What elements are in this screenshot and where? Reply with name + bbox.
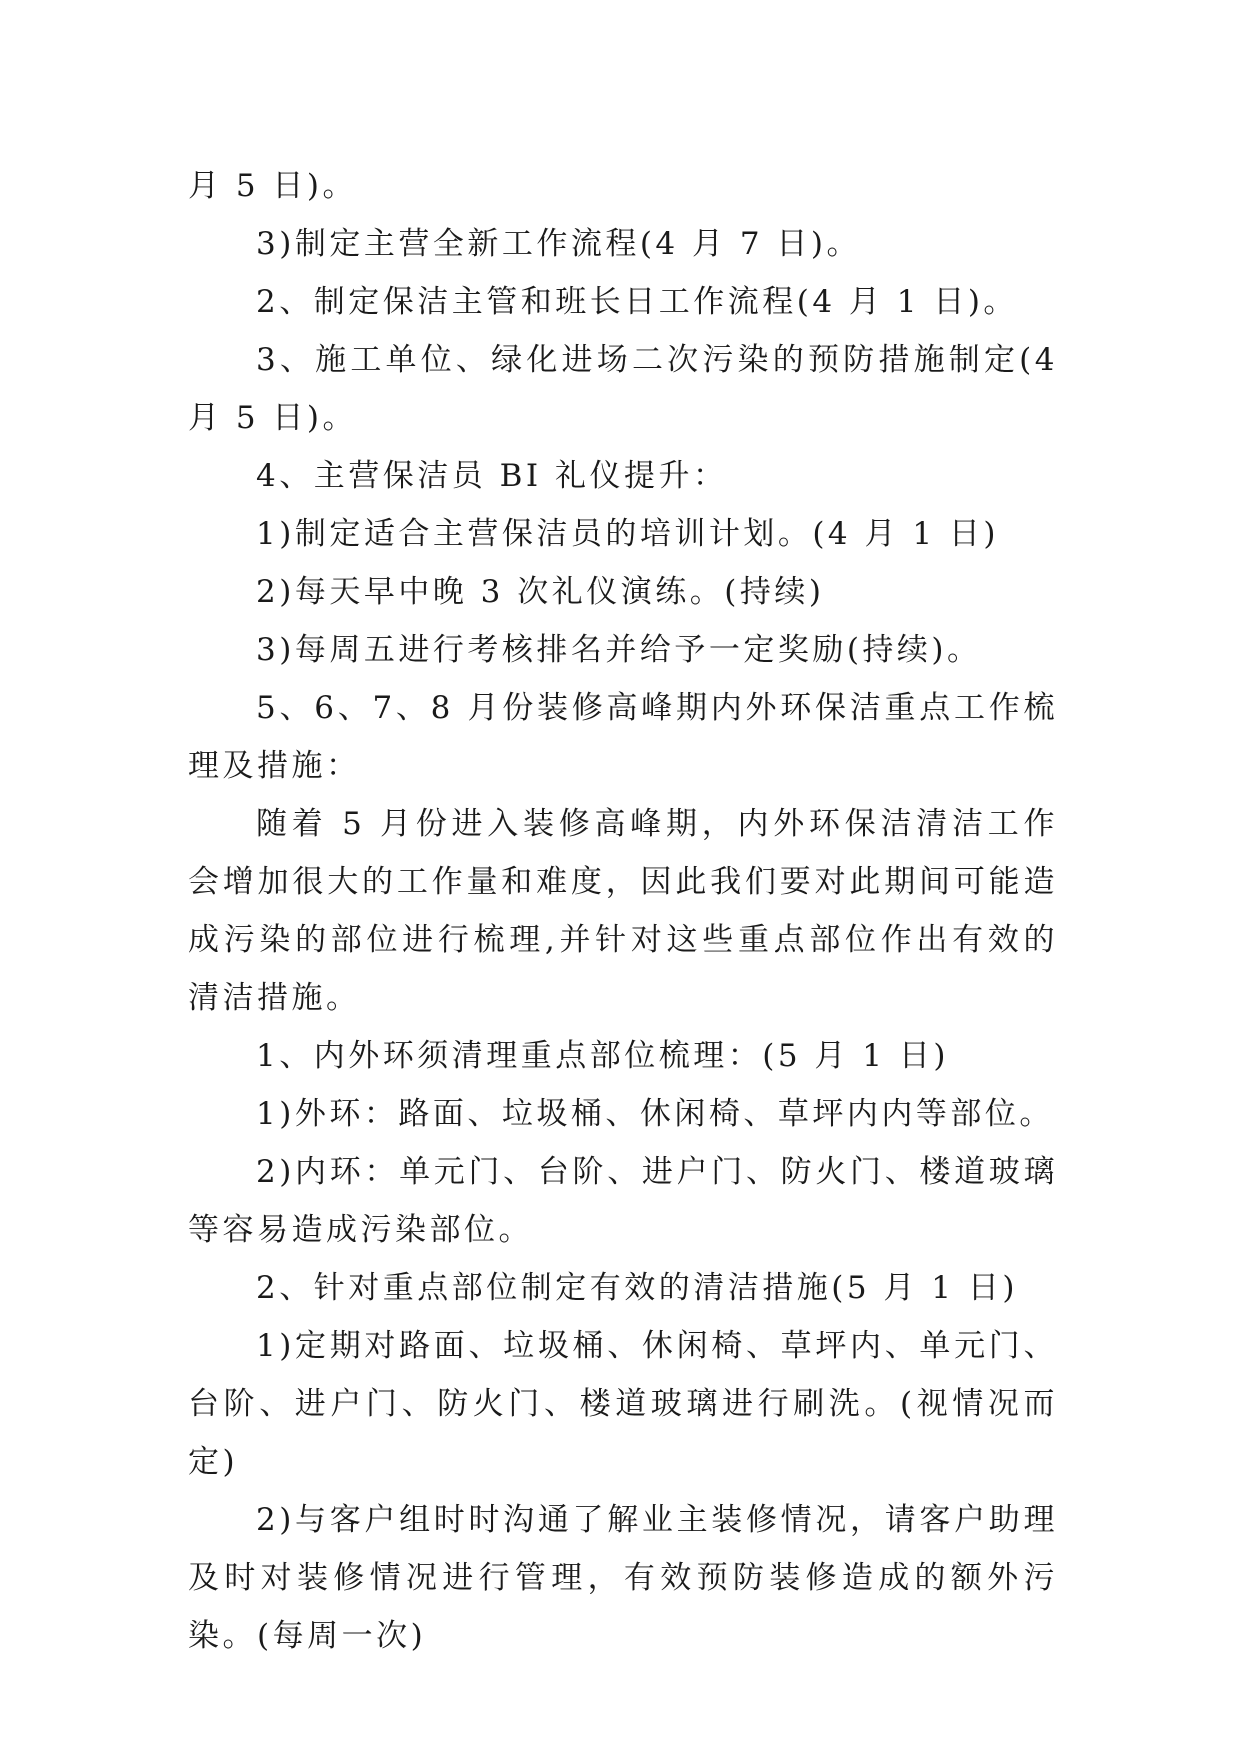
paragraph-12: 2)内环：单元门、台阶、进户门、防火门、楼道玻璃等容易造成污染部位。: [188, 1154, 1058, 1248]
paragraph-4: 4、主营保洁员 BI 礼仪提升：: [256, 458, 728, 494]
paragraph-11: 1)外环：路面、垃圾桶、休闲椅、草坪内内等部位。: [256, 1096, 1054, 1132]
paragraph-0: 月 5 日)。: [188, 168, 358, 204]
paragraph-3: 3、施工单位、绿化进场二次污染的预防措施制定(4 月 5 日)。: [188, 342, 1058, 436]
paragraph-2: 2、制定保洁主管和班长日工作流程(4 月 1 日)。: [256, 284, 1018, 320]
paragraph-8: 5、6、7、8 月份装修高峰期内外环保洁重点工作梳理及措施：: [188, 690, 1058, 784]
document-body: [188, 157, 1058, 1665]
paragraph-7: 3)每周五进行考核排名并给予一定奖励(持续)。: [256, 632, 982, 668]
paragraph-15: 2)与客户组时时沟通了解业主装修情况，请客户助理及时对装修情况进行管理，有效预防装修造成的额外污染。(每周一次): [188, 1502, 1058, 1654]
paragraph-9: 随着 5 月份进入装修高峰期，内外环保洁清洁工作会增加很大的工作量和难度，因此我们要对此期间可能造成污染的部位进行梳理,并针对这些重点部位作出有效的清洁措施。: [188, 806, 1058, 1016]
paragraph-10: 1、内外环须清理重点部位梳理：(5 月 1 日): [256, 1038, 949, 1074]
paragraph-13: 2、针对重点部位制定有效的清洁措施(5 月 1 日): [256, 1270, 1018, 1306]
paragraph-1: 3)制定主营全新工作流程(4 月 7 日)。: [256, 226, 862, 262]
paragraph-5: 1)制定适合主营保洁员的培训计划。(4 月 1 日): [256, 516, 1000, 552]
paragraph-14: 1)定期对路面、垃圾桶、休闲椅、草坪内、单元门、台阶、进户门、防火门、楼道玻璃进行刷洗。(视情况而定): [188, 1328, 1058, 1480]
paragraph-6: 2)每天早中晚 3 次礼仪演练。(持续): [256, 574, 825, 610]
